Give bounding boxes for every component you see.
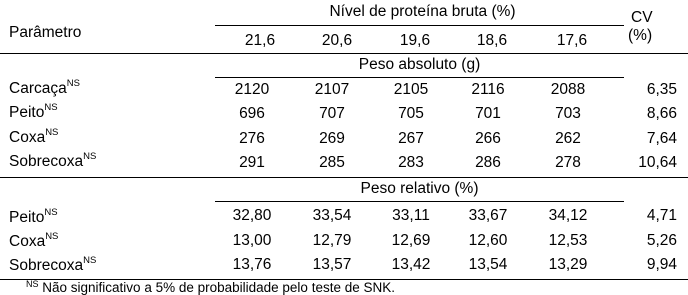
cv-cell: 6,35 xyxy=(646,81,677,98)
section-title: Peso absoluto (g) xyxy=(358,56,481,73)
level-header: 21,6 xyxy=(244,32,276,49)
table-cell: 13,29 xyxy=(548,256,588,273)
table-cell: 2107 xyxy=(314,81,350,98)
footnote: $^{NS}$ Não significativo a 5% de probabilidade pelo teste de SNK. xyxy=(26,279,395,295)
header-bottom-rule xyxy=(0,53,688,54)
table-cell: 13,54 xyxy=(468,256,508,273)
table-cell: 2088 xyxy=(550,81,586,98)
table-cell: 283 xyxy=(398,154,424,171)
row-label: Coxa$^{NS}$ xyxy=(9,231,59,250)
table-cell: 12,53 xyxy=(548,232,588,249)
table-cell: 703 xyxy=(555,105,581,122)
table-cell: 278 xyxy=(555,154,581,171)
group-header-rule xyxy=(215,25,624,26)
row-label: Sobrecoxa$^{NS}$ xyxy=(9,255,97,274)
table-cell: 12,60 xyxy=(468,232,508,249)
cv-cell: 5,26 xyxy=(646,232,677,249)
table-cell: 34,12 xyxy=(548,207,588,224)
cv-cell: 7,64 xyxy=(646,130,677,147)
table-cell: 269 xyxy=(319,130,345,147)
table-cell: 2105 xyxy=(393,81,429,98)
section-rule xyxy=(215,77,624,78)
level-header: 17,6 xyxy=(556,32,588,49)
cv-cell: 10,64 xyxy=(638,154,677,171)
section-rule xyxy=(215,201,624,202)
table-cell: 33,54 xyxy=(312,207,352,224)
table-cell: 13,76 xyxy=(232,256,272,273)
level-header: 18,6 xyxy=(476,32,508,49)
table-cell: 2116 xyxy=(471,81,505,98)
table-cell: 696 xyxy=(239,105,265,122)
cv-header-line2: (%) xyxy=(628,27,653,44)
section-divider-rule xyxy=(0,177,688,178)
table-cell: 32,80 xyxy=(232,207,272,224)
table-cell: 262 xyxy=(555,130,581,147)
table-cell: 276 xyxy=(239,130,265,147)
table-cell: 707 xyxy=(319,105,345,122)
table-cell: 12,79 xyxy=(312,232,352,249)
table-cell: 285 xyxy=(319,154,345,171)
group-header: Nível de proteína bruta (%) xyxy=(329,3,516,20)
row-label: Sobrecoxa$^{NS}$ xyxy=(9,151,97,170)
row-label: Peito$^{NS}$ xyxy=(9,102,58,121)
cv-cell: 4,71 xyxy=(646,207,677,224)
row-label: Carcaça$^{NS}$ xyxy=(9,78,80,97)
table-cell: 13,42 xyxy=(391,256,431,273)
cv-cell: 8,66 xyxy=(646,105,677,122)
table-cell: 33,67 xyxy=(468,207,508,224)
row-label: Peito$^{NS}$ xyxy=(9,207,58,226)
table-cell: 266 xyxy=(475,130,501,147)
table-cell: 13,00 xyxy=(232,232,272,249)
section-title: Peso relativo (%) xyxy=(360,180,479,197)
table-cell: 33,11 xyxy=(392,207,430,224)
cv-header-line1: CV xyxy=(631,9,653,26)
level-header: 20,6 xyxy=(321,32,353,49)
table-cell: 291 xyxy=(239,154,265,171)
table-cell: 286 xyxy=(475,154,501,171)
table-cell: 13,57 xyxy=(312,256,352,273)
table-cell: 701 xyxy=(475,105,501,122)
table-cell: 12,69 xyxy=(391,232,431,249)
table-cell: 2120 xyxy=(234,81,270,98)
table-cell: 267 xyxy=(398,130,424,147)
param-header: Parâmetro xyxy=(9,24,82,41)
level-header: 19,6 xyxy=(399,32,431,49)
table-cell: 705 xyxy=(398,105,424,122)
cv-cell: 9,94 xyxy=(646,256,677,273)
row-label: Coxa$^{NS}$ xyxy=(9,127,59,146)
